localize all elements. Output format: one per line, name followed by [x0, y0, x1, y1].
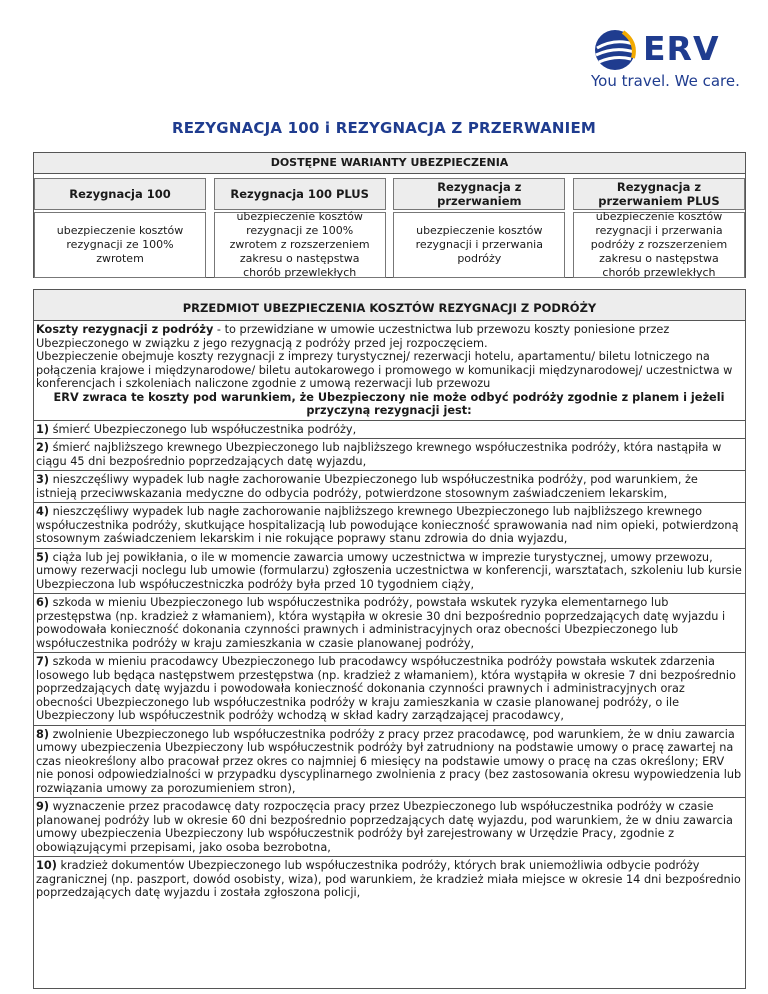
item-number: 3) [36, 473, 50, 486]
list-item [34, 471, 745, 503]
item-number: 5) [36, 550, 50, 564]
item-number: 1) [36, 422, 50, 436]
item-text: nieszczęśliwy wypadek lub nagłe zachorowanie najbliższego krewnego Ubezpieczonego lub najbliższego krewnego współuczestnika podróży, skutkujące hospitalizacją lub powodujące konieczność sprawowania nad nim opieki, potwierdzoną stosownym zaświadczeniem lekarskim i nie rokujące poprawy stanu zdrowia do dnia wyjazdu, [36, 505, 739, 545]
item-text: szkoda w mieniu pracodawcy Ubezpieczonego lub pracodawcy współuczestnika podróży powstała wskutek zdarzenia losowego lub będąca następstwem przestępstwa (np. kradzież z włamaniem), która wystąpiła w okresie 7 dni bezpośrednio poprzedzających datę wyjazdu i powodowała konieczność dokonania czynności prawnych i administracyjnych oraz obecności Ubezpieczonego lub współuczestnika podróży w kraju zamieszkania w czasie planowanej podróży, o ile Ubezpieczony lub współuczestnik podróży wchodzą w skład kadry zarządzającej pracodawcy, [36, 655, 736, 722]
intro-condition: ERV zwraca te koszty pod warunkiem, że Ubezpieczony nie może odbyć podróży zgodnie z planem i jeżeli przyczyną rezygnacji jest: [53, 390, 725, 417]
variant-name: Rezygnacja z przerwaniem [393, 178, 565, 210]
intro-term: Koszty rezygnacji z podróży [36, 323, 214, 336]
variant-description: ubezpieczenie kosztów rezygnacji ze 100% zwrotem [34, 212, 206, 278]
page-title: REZYGNACJA 100 i REZYGNACJA Z PRZERWANIEM [171, 119, 597, 137]
list-item [34, 549, 745, 595]
variant-description: ubezpieczenie kosztów rezygnacji i przerwania podróży [393, 212, 565, 278]
variant-name: Rezygnacja 100 PLUS [214, 178, 386, 210]
item-number: 10) [36, 859, 57, 872]
variant-column [34, 174, 206, 278]
intro-scope: Ubezpieczenie obejmuje koszty rezygnacji z imprezy turystycznej/ rezerwacji hotelu, apartamentu/ biletu lotniczego na połączenia krajowe i międzynarodowe/ biletu autokarowego i promowego w komunikacji międzynarodowej/ uczestnictwa w konferencjach i szkoleniach naliczone zgodnie z umową rezerwacji lub przewozu [36, 350, 733, 390]
list-item [34, 798, 745, 857]
subject-table [33, 289, 746, 989]
item-number: 7) [36, 655, 50, 668]
item-number: 6) [36, 596, 50, 609]
variant-column [573, 174, 745, 278]
item-text: nieszczęśliwy wypadek lub nagłe zachorowanie Ubezpieczonego lub współuczestnika podróży, pod warunkiem, że istnieją przeciwwskazania medyczne do odbycia podróży, potwierdzone stosownym zaświadczeniem lekarskim, [36, 473, 698, 500]
logo-wordmark: ERV [643, 29, 720, 68]
item-text: szkoda w mieniu Ubezpieczonego lub współuczestnika podróży, powstała wskutek ryzyka elementarnego lub przestępstwa (np. kradzież z włamaniem), która wystąpiła w okresie 30 dni bezpośrednio poprzedzających datę wyjazdu i powodowała konieczność dokonania czynności prawnych i administracyjnych oraz obecności Ubezpieczonego lub współuczestnika podróży w kraju zamieszkania w czasie planowanej podróży, [36, 596, 726, 650]
list-item [34, 503, 745, 549]
item-number: 8) [36, 727, 50, 741]
variants-heading: DOSTĘPNE WARIANTY UBEZPIECZENIA [34, 153, 745, 174]
item-number: 9) [36, 800, 50, 813]
item-text: śmierć najbliższego krewnego Ubezpieczonego lub najbliższego krewnego współuczestnika podróży, która nastąpiła w ciągu 45 dni bezpośrednio poprzedzających datę wyjazdu, [36, 441, 722, 468]
list-item [34, 857, 745, 902]
intro-definition: - to przewidziane w umowie uczestnictwa lub przewozu koszty poniesione przez Ubezpieczonego w związku z jego rezygnacją z podróży przed jej rozpoczęciem. [36, 323, 670, 350]
item-text: kradzież dokumentów Ubezpieczonego lub współuczestnika podróży, których brak uniemożliwia odbycie podróży zagranicznej (np. paszport, dowód osobisty, wiza), pod warunkiem, że kradzież miała miejsce w okresie 14 dni bezpośrednio poprzedzających datę wyjazdu i została zgłoszona policji, [36, 859, 741, 899]
variant-description: ubezpieczenie kosztów rezygnacji i przerwania podróży z rozszerzeniem zakresu o następstwa chorób przewlekłych [573, 212, 745, 278]
variant-description: ubezpieczenie kosztów rezygnacji ze 100% zwrotem z rozszerzeniem zakresu o następstwa chorób przewlekłych [214, 212, 386, 278]
list-item [34, 653, 745, 726]
variants-table [33, 152, 746, 278]
list-item [34, 421, 745, 440]
item-text: śmierć Ubezpieczonego lub współuczestnika podróży, [52, 422, 357, 436]
erv-globe-icon [593, 28, 637, 72]
item-text: wyznaczenie przez pracodawcę daty rozpoczęcia pracy przez Ubezpieczonego lub współuczestnika podróży w czasie planowanej podróży lub w okresie 60 dni bezpośrednio poprzedzających datę wyjazdu, pod warunkiem, że w dniu zawarcia umowy ubezpieczenia Ubezpieczony lub współuczestnik podróży był zarejestrowany w Urzędzie Pracy, zgodnie z obowiązującymi przepisami, jako osoba bezrobotna, [36, 800, 733, 854]
item-text: zwolnienie Ubezpieczonego lub współuczestnika podróży z pracy przez pracodawcę, pod warunkiem, że w dniu zawarcia umowy ubezpieczenia Ubezpieczony lub współuczestnik podróży był zatrudniony na podstawie umowy o pracę zawartej na czas nieokreślony albo pracował przez okres co najmniej 6 miesięcy na podstawie umowy o pracę na czas określony; ERV nie ponosi odpowiedzialności w przypadku dyscyplinarnego zwolnienia z pracy (bez zastosowania okresu wypowiedzenia lub rozwiązania umowy za porozumieniem stron), [36, 727, 742, 795]
item-number: 4) [36, 505, 50, 518]
variants-columns [34, 174, 745, 278]
variant-name: Rezygnacja z przerwaniem PLUS [573, 178, 745, 210]
intro-definition-paragraph [36, 323, 742, 350]
variant-column [214, 174, 386, 278]
subject-intro [34, 321, 745, 421]
item-text: ciąża lub jej powikłania, o ile w momencie zawarcia umowy uczestnictwa w imprezie turystycznej, umowy przewozu, umowy rezerwacji noclegu lub umowie (formularzu) zgłoszenia uczestnictwa w konferencji, warsztatach, szkoleniu lub kursie Ubezpieczona lub współuczestniczka podróży była przed 10 tygodniem ciąży, [36, 550, 742, 591]
list-item [34, 439, 745, 471]
list-item [34, 726, 745, 799]
subject-heading: PRZEDMIOT UBEZPIECZENIA KOSZTÓW REZYGNACJI Z PODRÓŻY [34, 290, 745, 321]
variant-column [393, 174, 565, 278]
item-number: 2) [36, 441, 50, 454]
erv-logo [585, 22, 755, 92]
variant-name: Rezygnacja 100 [34, 178, 206, 210]
logo-tagline: You travel. We care. [591, 72, 740, 90]
list-item [34, 594, 745, 653]
